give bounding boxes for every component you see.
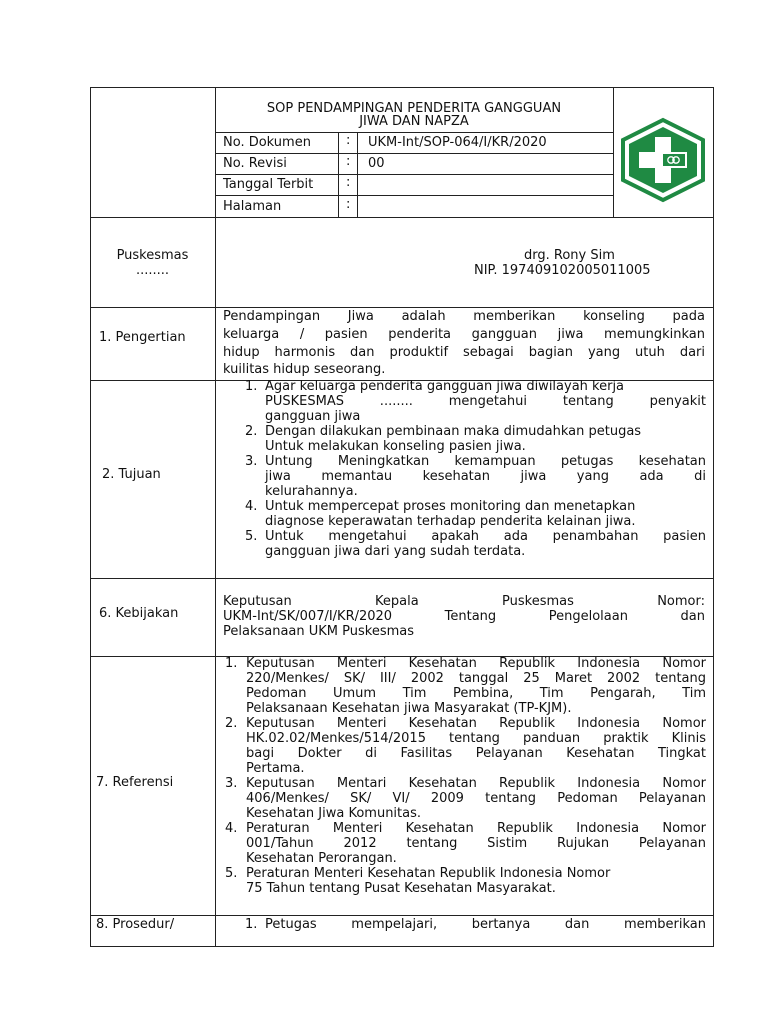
pengertian-line: Pendampingan Jiwa adalah memberikan konseling pada xyxy=(223,309,705,324)
header-line-1 xyxy=(215,132,613,133)
sop-title-line2: JIWA DAN NAPZA xyxy=(359,114,469,129)
section-label-pengertian: 1. Pengertian xyxy=(99,330,186,345)
column-divider-left xyxy=(215,87,216,947)
header-line-3 xyxy=(215,174,613,175)
list-item: 3. Untung Meningkatkan kemampuan petugas kesehatan jiwa memantau kesehatan jiwa yang ada di kelurahannya. xyxy=(245,454,706,499)
pengertian-line: kuilitas hidup seseorang. xyxy=(223,362,386,377)
puskesmas-logo xyxy=(618,117,708,203)
header-sep-left xyxy=(338,132,339,217)
list-item: 2. Keputusan Menteri Kesehatan Republik Indonesia Nomor HK.02.02/Menkes/514/2015 tentang panduan praktik Klinis bagi Dokter di Fasilitas Pelayanan Kesehatan Tingkat Pertama. xyxy=(225,716,706,776)
border-bottom xyxy=(90,946,714,947)
prosedur-list xyxy=(245,917,706,932)
logo-cell-divider xyxy=(613,87,614,217)
section-label-prosedur: 8. Prosedur/ xyxy=(96,917,175,932)
label-halaman: Halaman xyxy=(223,199,282,214)
border-top xyxy=(90,87,714,88)
list-item: 1. Petugas mempelajari, bertanya dan memberikan xyxy=(245,917,706,932)
section-label-tujuan: 2. Tujuan xyxy=(102,467,161,482)
border-right xyxy=(713,87,714,947)
sep-no-revisi: : xyxy=(346,154,351,169)
org-name: Puskesmas xyxy=(116,248,189,263)
list-item: 4. Peraturan Menteri Kesehatan Republik Indonesia Nomor 001/Tahun 2012 tentang Sistim Rujukan Pelayanan Kesehatan Perorangan. xyxy=(225,821,706,866)
sop-title-line1: SOP PENDAMPINGAN PENDERITA GANGGUAN xyxy=(266,101,562,116)
signatory-nip: NIP. 197409102005011005 xyxy=(474,263,651,278)
referensi-list xyxy=(225,656,706,896)
signatory-name: drg. Rony Sim xyxy=(524,248,615,263)
list-item: 5. Peraturan Menteri Kesehatan Republik Indonesia Nomor 75 Tahun tentang Pusat Kesehatan Masyarakat. xyxy=(225,866,611,896)
puskesmas-logo-icon xyxy=(618,117,708,203)
header-line-4 xyxy=(215,195,613,196)
header-sep-right xyxy=(357,132,358,217)
section-label-kebijakan: 6. Kebijakan xyxy=(99,606,179,621)
list-item: 1. Agar keluarga penderita gangguan jiwa diwilayah kerja PUSKESMAS ........ mengetahui tentang penyakit gangguan jiwa xyxy=(245,379,706,424)
sep-no-dokumen: : xyxy=(346,133,351,148)
sep-tanggal-terbit: : xyxy=(346,175,351,190)
section-label-referensi: 7. Referensi xyxy=(96,775,174,790)
kebijakan-line: UKM-Int/SK/007/I/KR/2020 Tentang Pengelolaan dan xyxy=(223,609,705,624)
label-no-dokumen: No. Dokumen xyxy=(223,135,311,150)
kebijakan-line: Keputusan Kepala Puskesmas Nomor: xyxy=(223,594,705,609)
org-name-placeholder: ........ xyxy=(135,263,170,278)
pengertian-text xyxy=(223,308,705,378)
tujuan-list xyxy=(245,379,706,559)
list-item: 3. Keputusan Mentari Kesehatan Republik Indonesia Nomor 406/Menkes/ SK/ VI/ 2009 tentang Pedoman Pelayanan Kesehatan Jiwa Komunitas. xyxy=(225,776,706,821)
list-item: 2. Dengan dilakukan pembinaan maka dimudahkan petugas Untuk melakukan konseling pasien jiwa. xyxy=(245,424,642,454)
row-line-referensi xyxy=(90,915,714,916)
sop-document xyxy=(90,87,714,947)
list-item: 4. Untuk mempercepat proses monitoring dan menetapkan diagnose keperawatan terhadap penderita kelainan jiwa. xyxy=(245,499,636,529)
pengertian-line: keluarga / pasien penderita gangguan jiwa memungkinkan xyxy=(223,327,705,342)
value-no-dokumen: UKM-Int/SOP-064/I/KR/2020 xyxy=(368,135,547,150)
label-tanggal-terbit: Tanggal Terbit xyxy=(223,177,314,192)
kebijakan-text xyxy=(223,594,705,639)
row-line-header xyxy=(90,217,714,218)
header-line-2 xyxy=(215,153,613,154)
sep-halaman: : xyxy=(346,197,351,212)
kebijakan-line: Pelaksanaan UKM Puskesmas xyxy=(223,624,415,639)
pengertian-line: hidup harmonis dan produktif sebagai bagian yang utuh dari xyxy=(223,345,705,360)
label-no-revisi: No. Revisi xyxy=(223,156,287,171)
list-item: 1. Keputusan Menteri Kesehatan Republik Indonesia Nomor 220/Menkes/ SK/ III/ 2002 tanggal 25 Maret 2002 tentang Pedoman Umum Tim Pembina, Tim Pengarah, Tim Pelaksanaan Kesehatan jiwa Masyarakat (TP-KJM). xyxy=(225,656,706,716)
list-item: 5. Untuk mengetahui apakah ada penambahan pasien gangguan jiwa dari yang sudah terdata. xyxy=(245,529,706,559)
border-left xyxy=(90,87,91,947)
row-line-tujuan xyxy=(90,578,714,579)
value-no-revisi: 00 xyxy=(368,156,385,171)
